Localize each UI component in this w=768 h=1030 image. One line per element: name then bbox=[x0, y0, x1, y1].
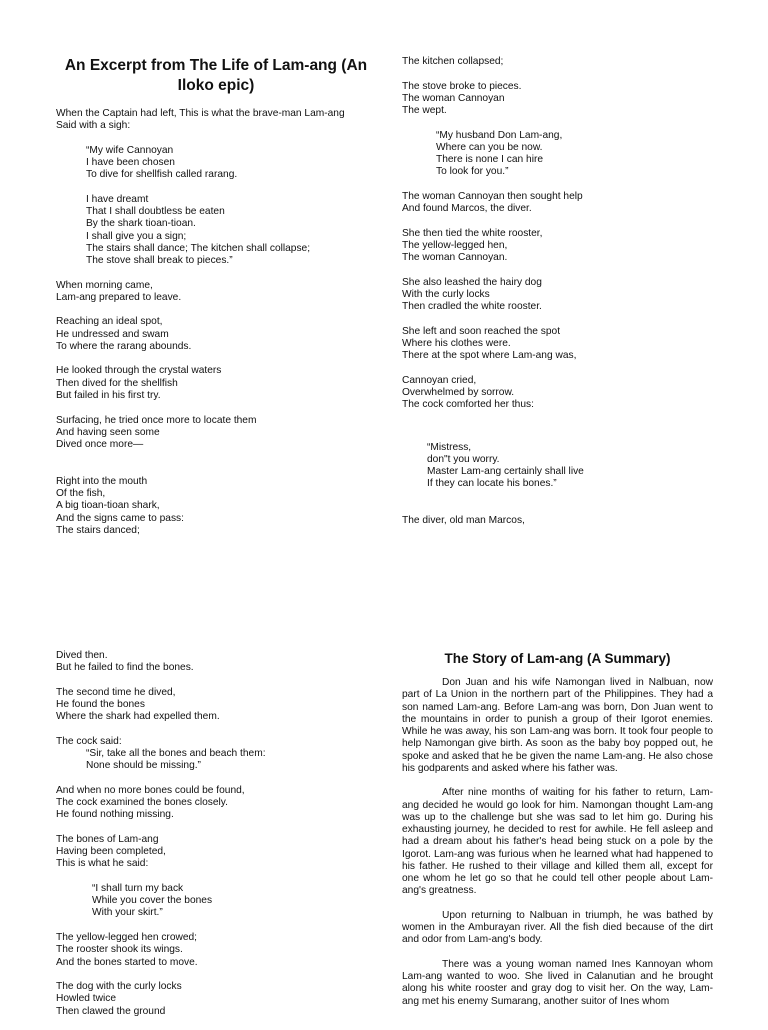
stanza: She then tied the white rooster, The yellow-legged hen, The woman Cannoyan. bbox=[402, 227, 543, 264]
stanza: The second time he dived, He found the bones Where the shark had expelled them. bbox=[56, 686, 220, 723]
stanza: She left and soon reached the spot Where his clothes were. There at the spot where Lam-ang was, bbox=[402, 325, 577, 362]
stanza: The kitchen collapsed; bbox=[402, 56, 504, 67]
stanza: And when no more bones could be found, The cock examined the bones closely. He found nothing missing. bbox=[56, 784, 245, 821]
summary-paragraph: Upon returning to Nalbuan in triumph, he was bathed by women in the Amburayan river. All the fish died because of the dirt and odor from Lam-ang's body. bbox=[402, 909, 713, 946]
stanza: The diver, old man Marcos, bbox=[402, 515, 525, 527]
stanza: The stove broke to pieces. The woman Cannoyan The wept. bbox=[402, 80, 522, 117]
stanza: Reaching an ideal spot, He undressed and swam To where the rarang abounds. bbox=[56, 316, 192, 352]
stanza: “My husband Don Lam-ang, Where can you be now. There is none I can hire To look for you.” bbox=[436, 129, 563, 178]
stanza: The dog with the curly locks Howled twice Then clawed the ground bbox=[56, 981, 182, 1017]
left-top-column bbox=[56, 56, 376, 549]
stanza: Cannoyan cried, Overwhelmed by sorrow. The cock comforted her thus: bbox=[402, 374, 534, 411]
stanza: The woman Cannoyan then sought help And found Marcos, the diver. bbox=[402, 190, 583, 215]
stanza: When the Captain had left, This is what the brave-man Lam-ang Said with a sigh: bbox=[56, 108, 345, 132]
summary-paragraph: Don Juan and his wife Namongan lived in Nalbuan, now part of La Union in the northern part of the Philippines. They had a son named Lam-ang. Before Lam-ang was born, Don Juan went to the mountains in order to punish a group of their Igorot enemies. While he was away, his son Lam-ang was born. It took four people to help Namongan give birth. As soon as the baby boy popped out, he spoke and asked that he be given the name Lam-ang. He also chose his godparents and asked where his father was. bbox=[402, 677, 713, 774]
stanza: Right into the mouth Of the fish, A big tioan-tioan shark, And the signs came to pass: The stairs danced; bbox=[56, 475, 184, 536]
stanza: She also leashed the hairy dog With the curly locks Then cradled the white rooster. bbox=[402, 276, 542, 313]
right-bottom-column bbox=[402, 650, 713, 1020]
stanza: The cock said: bbox=[56, 735, 122, 747]
left-bottom-column bbox=[56, 650, 376, 1030]
stanza: “Mistress, don"t you worry. Master Lam-ang certainly shall live If they can locate his bones.” bbox=[427, 441, 584, 490]
stanza: The bones of Lam-ang Having been completed, This is what he said: bbox=[56, 833, 166, 870]
stanza: I have dreamt That I shall doubtless be eaten By the shark tioan-tioan. I shall give you a sign; The stairs shall dance; The kitchen shall collapse; The stove shall break to pieces.” bbox=[86, 193, 311, 267]
stanza: Dived then. But he failed to find the bones. bbox=[56, 650, 194, 674]
summary-paragraph: After nine months of waiting for his father to return, Lam-ang decided he would go look for him. Namongan thought Lam-ang was up to the challenge but she was sad to let him go. During his exhausting journey, he decided to rest for awhile. He fell asleep and had a dream about his father's head being stuck on a pole by the Igorot. Lam-ang was furious when he learned what had happened to his father. He rushed to their village and killed them all, except for one whom he let go so that he could tell other people about Lam-ang's greatness. bbox=[402, 787, 713, 897]
stanza: The yellow-legged hen crowed; The rooster shook its wings. And the bones started to move. bbox=[56, 932, 198, 968]
stanza: “I shall turn my back While you cover the bones With your skirt.” bbox=[92, 882, 213, 919]
section-title: The Story of Lam-ang (A Summary) bbox=[444, 651, 671, 666]
summary-paragraph: There was a young woman named Ines Kannoyan whom Lam-ang wanted to woo. She lived in Calanutian and he brought along his white rooster and gray dog to visit her. On the way, Lam-ang met his enemy Sumarang, another suitor of Ines whom bbox=[402, 958, 713, 1007]
stanza: He looked through the crystal waters Then dived for the shellfish But failed in his first try. bbox=[56, 365, 222, 401]
stanza: “Sir, take all the bones and beach them: None should be missing.” bbox=[86, 748, 266, 772]
stanza: Surfacing, he tried once more to locate them And having seen some Dived once more— bbox=[56, 414, 257, 451]
right-top-column bbox=[402, 56, 722, 540]
stanza: When morning came, Lam-ang prepared to leave. bbox=[56, 279, 182, 303]
page-title: An Excerpt from The Life of Lam-ang (An Iloko epic) bbox=[64, 57, 368, 94]
stanza: “My wife Cannoyan I have been chosen To dive for shellfish called rarang. bbox=[86, 144, 238, 181]
